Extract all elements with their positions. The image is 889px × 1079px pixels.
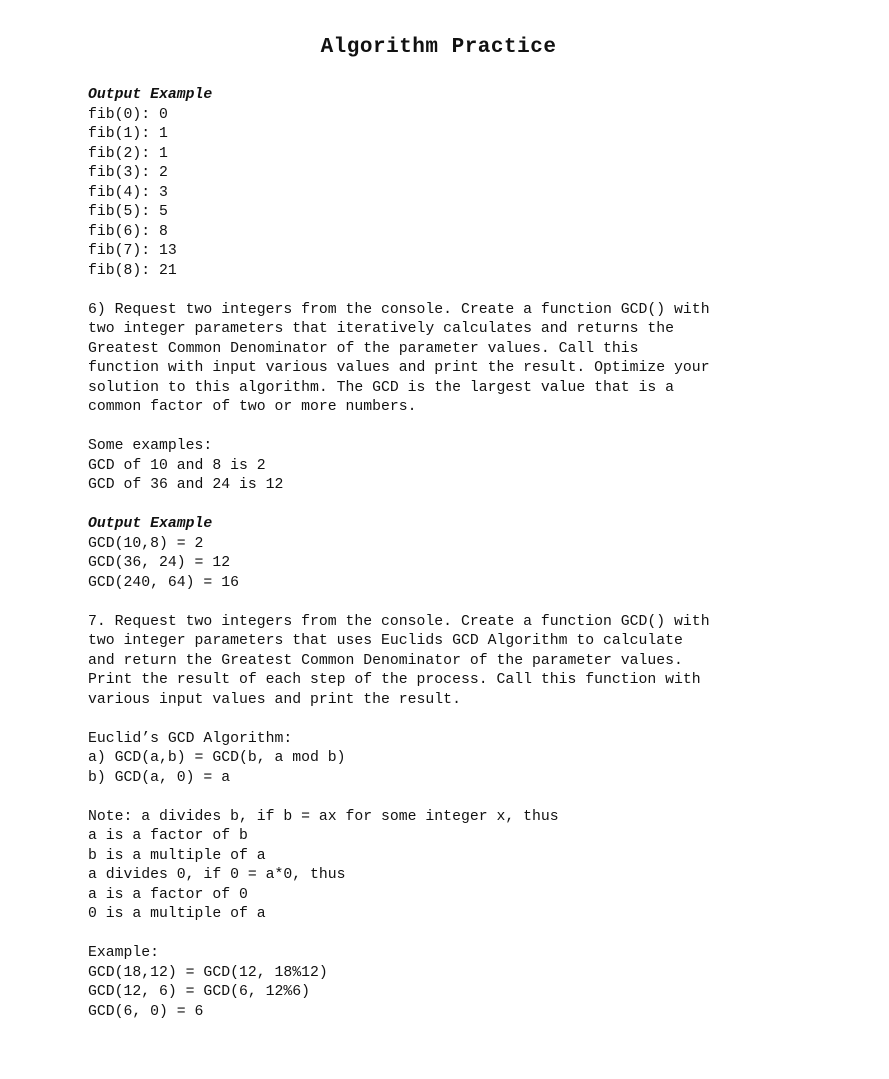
euclid-line: a) GCD(a,b) = GCD(b, a mod b) [88,750,346,766]
fib-output-line: fib(5): 5 [88,204,168,220]
gcd-examples-line: Some examples: [88,438,213,454]
example-line: GCD(12, 6) = GCD(6, 12%6) [88,984,310,1000]
fib-output-section [88,86,848,281]
gcd-examples-line: GCD of 36 and 24 is 12 [88,477,284,493]
gcd-examples-line: GCD of 10 and 8 is 2 [88,457,266,474]
problem-7-line: various input values and print the result. [88,691,461,708]
spacer [88,496,848,516]
gcd-output-line: GCD(240, 64) = 16 [88,574,239,591]
fib-output-line: fib(1): 1 [88,126,168,142]
spacer [88,788,848,808]
gcd-output-line: GCD(10,8) = 2 [88,535,204,552]
gcd-output-line: GCD(36, 24) = 12 [88,555,231,571]
spacer [88,593,848,613]
fib-output-line: fib(8): 21 [88,262,177,279]
problem-6-description [88,301,848,418]
output-example-heading: Output Example [88,87,213,103]
problem-6-line: two integer parameters that iteratively calculates and returns the [88,321,675,337]
spacer [88,925,848,945]
fib-output-line: fib(7): 13 [88,243,177,259]
note-line: a is a factor of b [88,828,248,844]
spacer [88,281,848,301]
problem-6-line: function with input various values and print the result. Optimize your [88,360,710,376]
problem-7-line: 7. Request two integers from the console. Create a function GCD() with [88,613,710,630]
problem-6-line: 6) Request two integers from the console. Create a function GCD() with [88,301,710,318]
note-line: b is a multiple of a [88,847,266,864]
note-line: a is a factor of 0 [88,886,248,903]
problem-7-description [88,613,848,711]
fib-output-line: fib(4): 3 [88,184,168,201]
euclid-line: b) GCD(a, 0) = a [88,769,231,786]
problem-7-line: two integer parameters that uses Euclids GCD Algorithm to calculate [88,633,683,649]
note-section [88,808,848,925]
problem-6-line: solution to this algorithm. The GCD is the largest value that is a [88,379,675,396]
fib-output-line: fib(3): 2 [88,165,168,181]
problem-6-line: common factor of two or more numbers. [88,399,417,415]
note-line: 0 is a multiple of a [88,906,266,922]
note-line: Note: a divides b, if b = ax for some integer x, thus [88,808,559,825]
problem-7-line: Print the result of each step of the process. Call this function with [88,672,701,688]
gcd-examples [88,437,848,496]
fib-output-line: fib(2): 1 [88,145,168,162]
spacer [88,710,848,730]
problem-6-line: Greatest Common Denominator of the parameter values. Call this [88,340,639,357]
document-body [88,86,848,1022]
note-line: a divides 0, if 0 = a*0, thus [88,867,346,883]
problem-7-line: and return the Greatest Common Denominator of the parameter values. [88,652,683,669]
example-line: Example: [88,945,160,961]
example-line: GCD(18,12) = GCD(12, 18%12) [88,964,328,981]
gcd-output-section [88,515,848,593]
fib-output-line: fib(6): 8 [88,223,168,240]
euclid-example [88,944,848,1022]
euclid-algorithm [88,730,848,789]
euclid-line: Euclid’s GCD Algorithm: [88,730,293,747]
page-title: Algorithm Practice [320,36,557,59]
example-line: GCD(6, 0) = 6 [88,1003,204,1020]
fib-output-line: fib(0): 0 [88,106,168,123]
output-example-heading: Output Example [88,516,213,532]
spacer [88,418,848,438]
